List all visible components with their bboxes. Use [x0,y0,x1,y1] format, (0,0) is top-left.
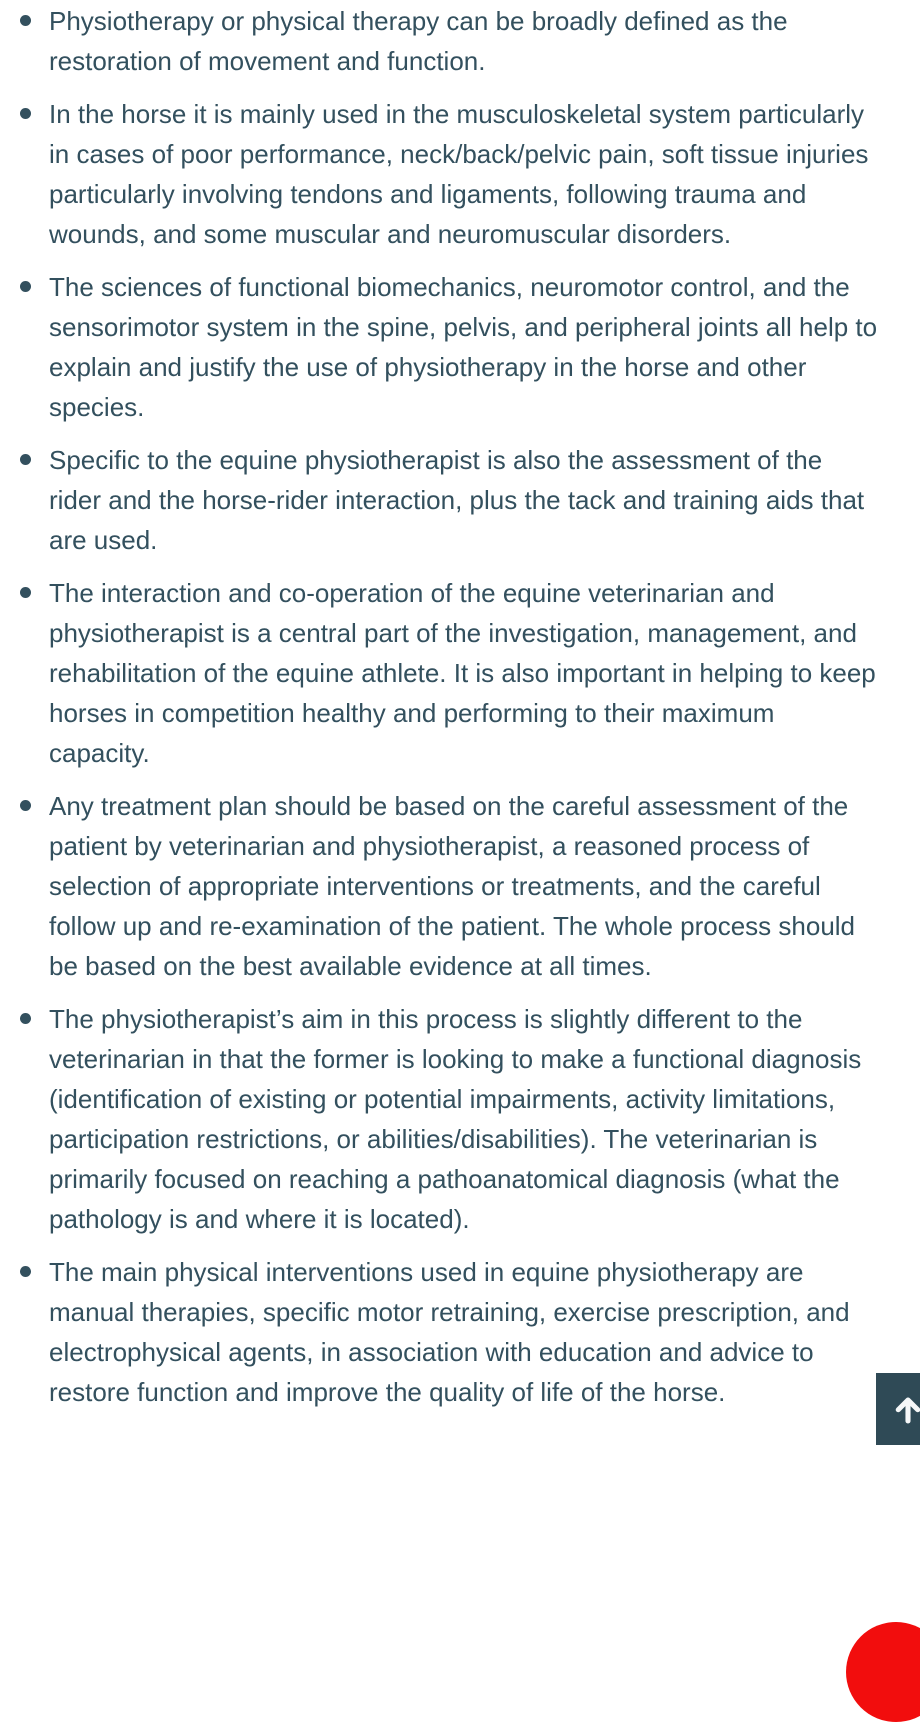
bullet-text: In the horse it is mainly used in the musculoskeletal system particularly in cases of poor performance, neck/back/pelvic pain, soft tissue injuries particularly involving tendons and ligaments, following trauma and wounds, and some muscular and neuromuscular disorders. [49,99,869,249]
arrow-up-icon [890,1391,920,1427]
bullet-marker-icon [20,800,31,811]
bullet-item [20,1252,880,1412]
bullet-item [20,267,880,427]
bullet-item [20,786,880,986]
bullet-text: The physiotherapist’s aim in this process is slightly different to the veterinarian in that the former is looking to make a functional diagnosis (identification of existing or potential impairments, activity limitations, participation restrictions, or abilities/disabilities). The veterinarian is primarily focused on reaching a pathoanatomical diagnosis (what the pathology is and where it is located). [49,1004,862,1234]
bullet-text: The main physical interventions used in equine physiotherapy are manual therapies, specific motor retraining, exercise prescription, and electrophysical agents, in association with education and advice to restore function and improve the quality of life of the horse. [49,1257,850,1407]
bullet-marker-icon [20,281,31,292]
bullet-marker-icon [20,108,31,119]
bullet-text: Any treatment plan should be based on the careful assessment of the patient by veterinarian and physiotherapist, a reasoned process of selection of appropriate interventions or treatments, and the careful follow up and re-examination of the patient. The whole process should be based on the best available evidence at all times. [49,791,856,981]
back-to-top-button[interactable] [876,1373,920,1445]
bullet-marker-icon [20,454,31,465]
bullet-marker-icon [20,1266,31,1277]
bullet-text: The sciences of functional biomechanics, neuromotor control, and the sensorimotor system in the spine, pelvis, and peripheral joints all help to explain and justify the use of physiotherapy in the horse and other species. [49,272,878,422]
bullet-marker-icon [20,1013,31,1024]
bullet-item [20,573,880,773]
bullet-text: Physiotherapy or physical therapy can be broadly defined as the restoration of movement and function. [49,6,788,76]
bullet-text: The interaction and co-operation of the equine veterinarian and physiotherapist is a central part of the investigation, management, and rehabilitation of the equine athlete. It is also important in helping to keep horses in competition healthy and performing to their maximum capacity. [49,578,876,768]
bullet-text: Specific to the equine physiotherapist is also the assessment of the rider and the horse-rider interaction, plus the tack and training aids that are used. [49,445,865,555]
chat-widget-button[interactable] [846,1622,920,1722]
bullet-marker-icon [20,15,31,26]
bullet-item [20,999,880,1239]
bullet-item [20,94,880,254]
bullet-item [20,440,880,560]
bullet-item [20,1,880,81]
bullet-marker-icon [20,587,31,598]
